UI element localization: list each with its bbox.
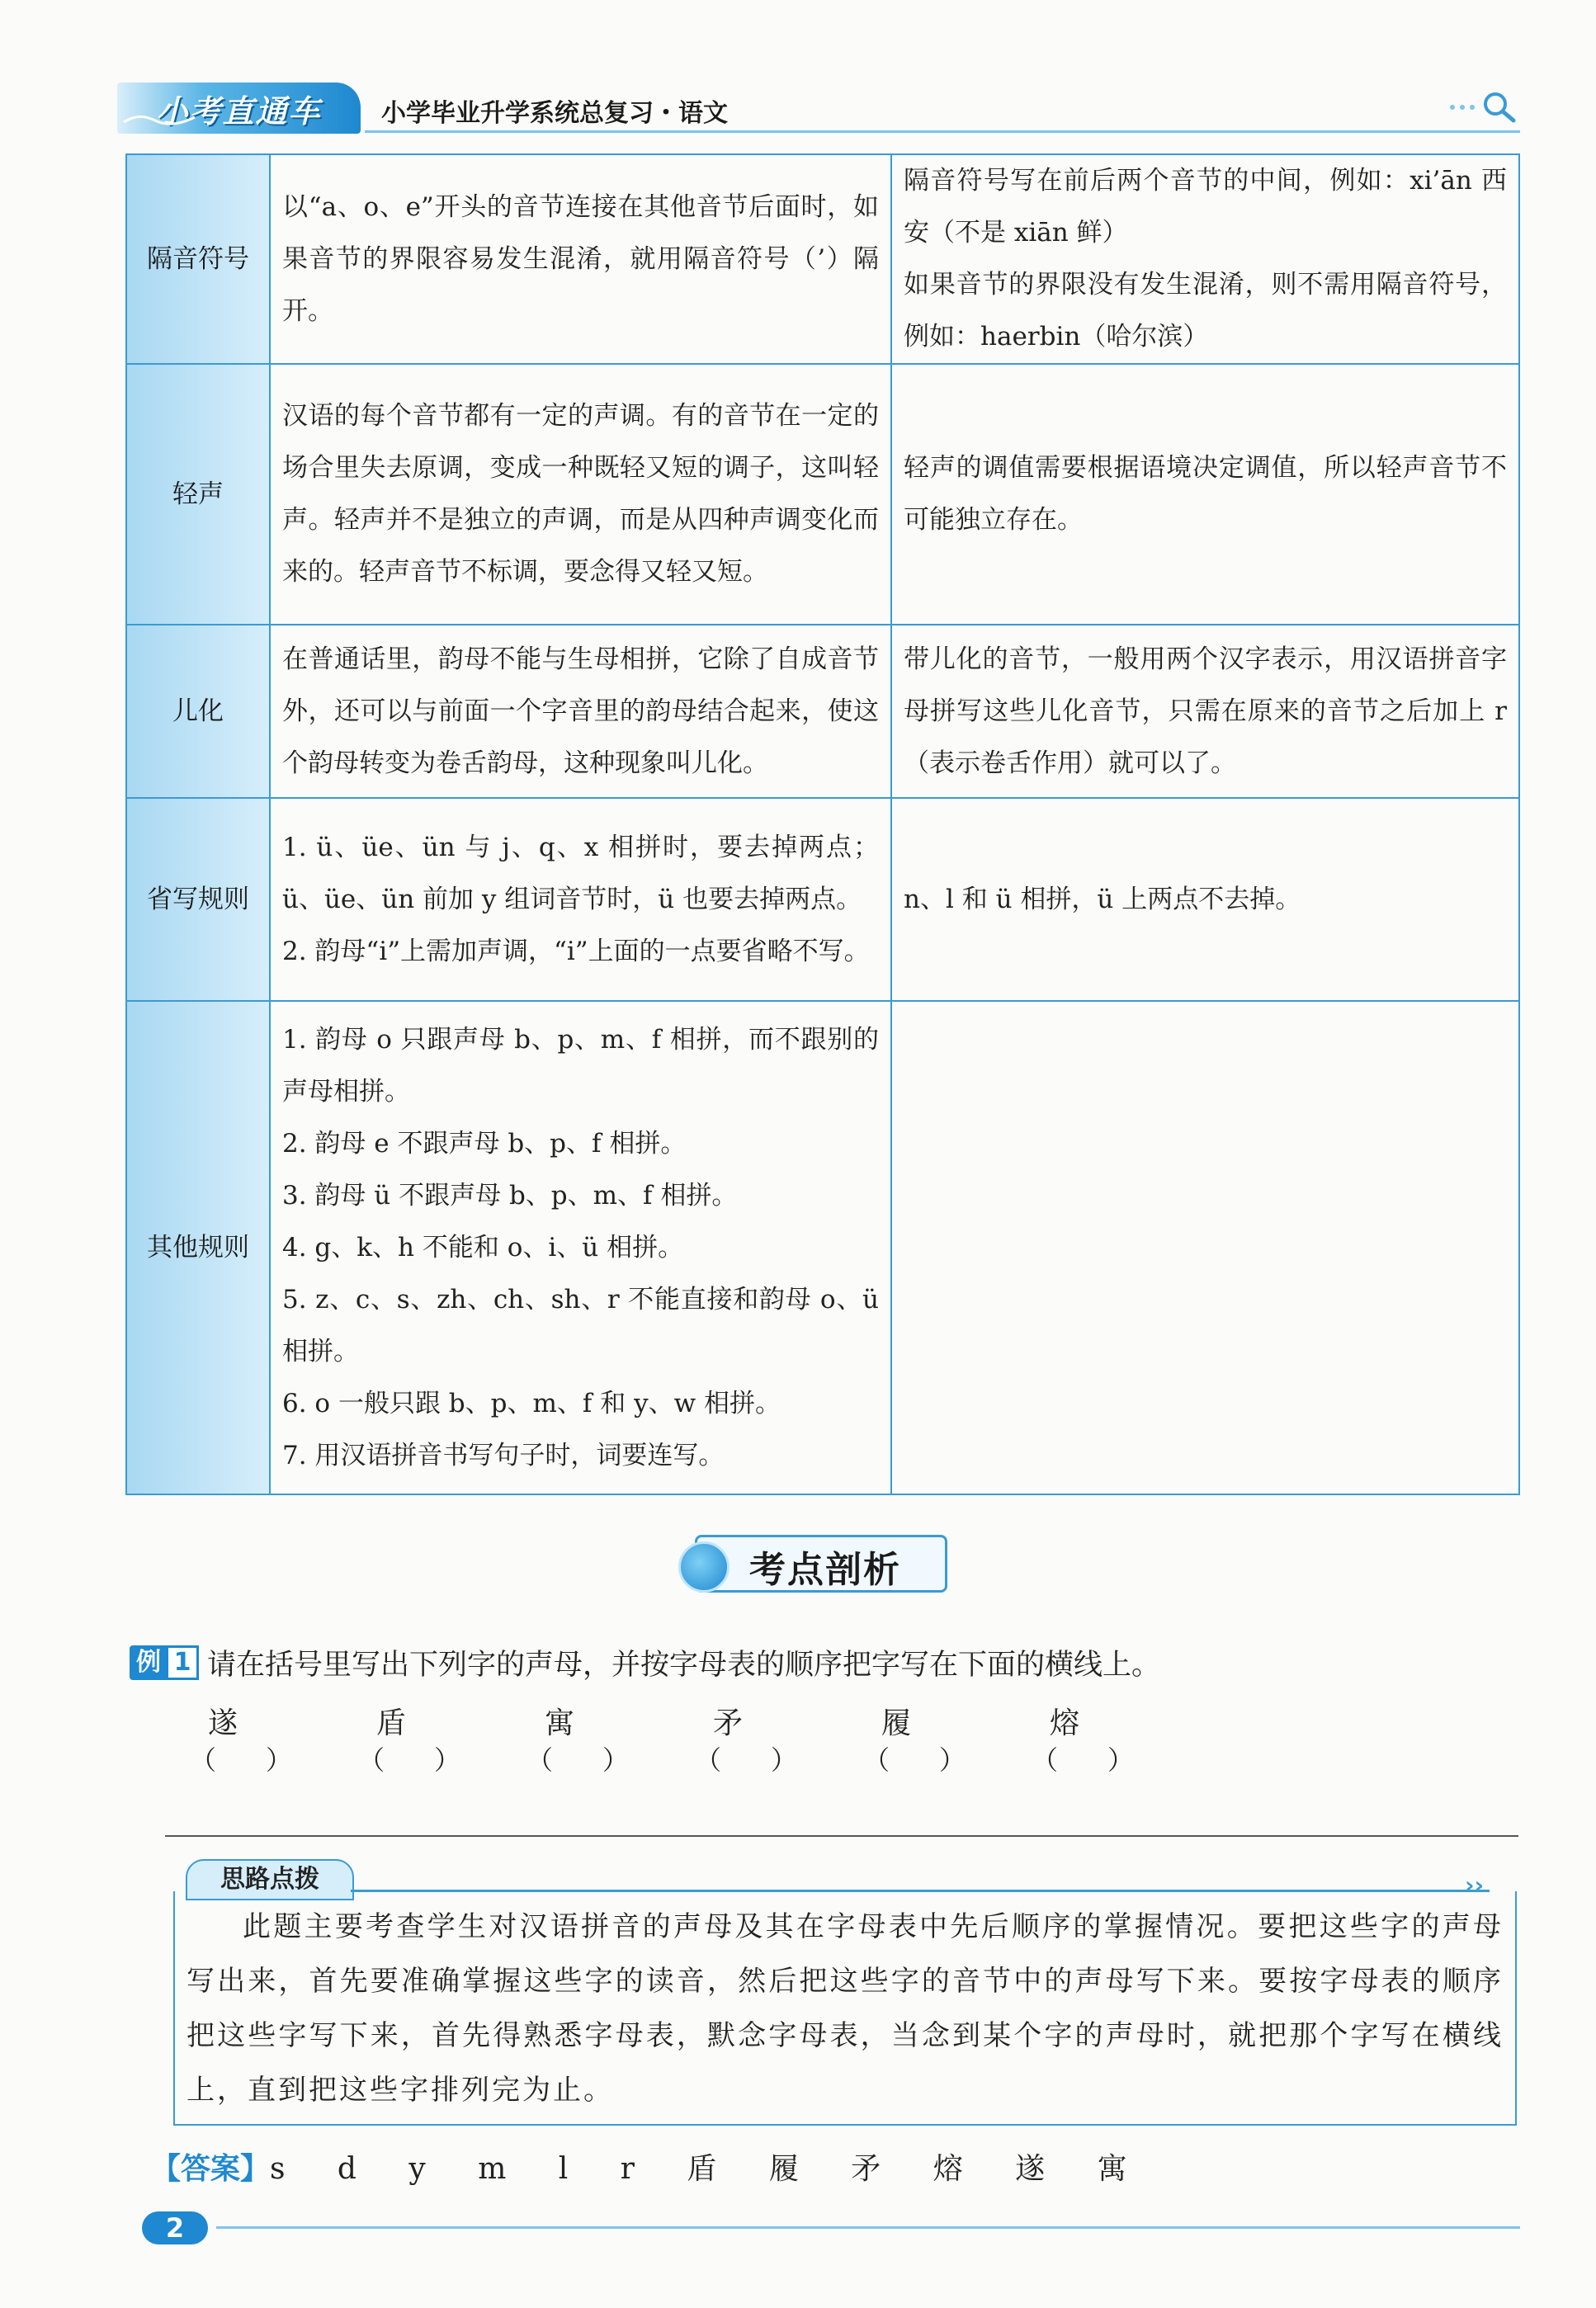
question-text: 请在括号里写出下列字的声母，并按字母表的顺序把字写在下面的横线上。 bbox=[207, 1649, 1161, 1682]
hint-box bbox=[173, 1891, 1517, 2126]
rule-text: 汉语的每个音节都有一定的声调。有的音节在一定的场合里失去原调，变成一种既轻又短的调子，这叫轻声。轻声并不是独立的声调，而是从四种声调变化而来的。轻声音节不标调，要念得又轻又短。 bbox=[282, 401, 879, 587]
answer-blank[interactable]: （） bbox=[358, 1744, 511, 1776]
character: 遂 bbox=[207, 1706, 238, 1740]
example-number: 1 bbox=[166, 1645, 199, 1680]
rule-notes bbox=[891, 1001, 1519, 1494]
header-divider bbox=[365, 130, 1520, 133]
char-blank bbox=[333, 1700, 511, 1777]
answer bbox=[151, 2145, 1149, 2188]
note-text: 如果音节的界限没有发生混淆，则不需用隔音符号，例如：haerbin（哈尔滨） bbox=[904, 270, 1507, 352]
rule-notes bbox=[891, 364, 1519, 625]
rule-description bbox=[270, 625, 891, 798]
char-blank bbox=[670, 1700, 848, 1777]
character-list bbox=[165, 1700, 1238, 1791]
search-icon bbox=[1446, 87, 1520, 124]
row-header: 其他规则 bbox=[126, 1001, 270, 1494]
section-title: 考点剖析 bbox=[749, 1549, 901, 1591]
hint-text: 此题主要考查学生对汉语拼音的声母及其在字母表中先后顺序的掌握情况。要把这些字的声母写出来，首先要准确掌握这些字的读音，然后把这些字的音节中的声母写下来。要按字母表的顺序把这些字写下来，首先得熟悉字母表，默念字母表，当念到某个字的声母时，就把那个字写在横线上，直到把这些字排列完为止。 bbox=[187, 1910, 1504, 2107]
rule-text: 1. ü、üe、ün 与 j、q、x 相拼时，要去掉两点；ü、üe、ün 前加 y 组词音节时，ü 也要去掉两点。 bbox=[282, 832, 879, 914]
char-blank bbox=[502, 1700, 679, 1777]
rule-text: 7. 用汉语拼音书写句子时，词要连写。 bbox=[282, 1440, 725, 1470]
rule-text: 在普通话里，韵母不能与生母相拼，它除了自成音节外，还可以与前面一个字音里的韵母结合起来，使这个韵母转变为卷舌韵母，这种现象叫儿化。 bbox=[282, 644, 879, 778]
note-text: 带儿化的音节，一般用两个汉字表示，用汉语拼音字母拼写这些儿化音节，只需在原来的音节之后加上 r（表示卷舌作用）就可以了。 bbox=[904, 644, 1507, 778]
page-number: 2 bbox=[142, 2211, 208, 2244]
table-row bbox=[126, 798, 1519, 1001]
row-header: 儿化 bbox=[126, 625, 270, 798]
character: 熔 bbox=[1049, 1706, 1079, 1740]
hint-label: 思路点拨 bbox=[186, 1859, 354, 1900]
table-row bbox=[126, 154, 1519, 364]
character: 矛 bbox=[712, 1706, 743, 1740]
rule-text: 3. 韵母 ü 不跟声母 b、p、m、f 相拼。 bbox=[282, 1180, 738, 1211]
answer-value: s d y m l r 盾 履 矛 熔 遂 寓 bbox=[270, 2152, 1149, 2186]
answer-label: 【答案】 bbox=[151, 2152, 271, 2186]
row-header: 省写规则 bbox=[126, 798, 270, 1001]
pencil-badge-icon bbox=[678, 1541, 730, 1593]
rule-text: 1. 韵母 o 只跟声母 b、p、m、f 相拼，而不跟别的声母相拼。 bbox=[282, 1024, 879, 1107]
note-text: 轻声的调值需要根据语境决定调值，所以轻声音节不可能独立存在。 bbox=[904, 453, 1507, 535]
rule-description bbox=[270, 798, 891, 1001]
row-header: 隔音符号 bbox=[126, 154, 270, 364]
page-header bbox=[117, 83, 1520, 140]
logo-text: 小考直通车 bbox=[156, 92, 322, 130]
book-title: 小学毕业升学系统总复习・语文 bbox=[381, 99, 728, 128]
rule-text: 5. z、c、s、zh、ch、sh、r 不能直接和韵母 o、ü 相拼。 bbox=[282, 1284, 879, 1366]
note-text: 隔音符号写在前后两个音节的中间，例如：xi’ān 西安（不是 xiān 鲜） bbox=[904, 166, 1507, 248]
double-chevron-icon: ›› bbox=[1465, 1871, 1485, 1899]
example-tag: 例 bbox=[130, 1645, 168, 1680]
rule-text: 以“a、o、e”开头的音节连接在其他音节后面时，如果音节的界限容易发生混淆，就用隔音符号（’）隔开。 bbox=[282, 191, 879, 326]
rule-text: 2. 韵母 e 不跟声母 b、p、f 相拼。 bbox=[282, 1128, 687, 1159]
answer-line[interactable] bbox=[165, 1835, 1518, 1837]
character: 盾 bbox=[375, 1706, 406, 1740]
answer-blank[interactable]: （） bbox=[1032, 1744, 1184, 1776]
brand-logo bbox=[117, 83, 361, 134]
char-blank bbox=[1007, 1700, 1184, 1777]
section-banner bbox=[678, 1528, 951, 1594]
pinyin-rules-table bbox=[125, 153, 1520, 1495]
answer-blank[interactable]: （） bbox=[863, 1744, 1016, 1776]
rule-notes bbox=[891, 625, 1519, 798]
answer-blank[interactable]: （） bbox=[526, 1744, 679, 1776]
table-row bbox=[126, 364, 1519, 625]
example-question bbox=[130, 1642, 1532, 1683]
character: 履 bbox=[881, 1706, 911, 1740]
answer-blank[interactable]: （） bbox=[190, 1744, 342, 1776]
rule-description bbox=[270, 364, 891, 625]
answer-blank[interactable]: （） bbox=[695, 1744, 848, 1776]
rule-text: 4. g、k、h 不能和 o、i、ü 相拼。 bbox=[282, 1232, 684, 1263]
row-header: 轻声 bbox=[126, 364, 270, 625]
rule-notes bbox=[891, 798, 1519, 1001]
table-row bbox=[126, 625, 1519, 798]
rule-description bbox=[270, 1001, 891, 1494]
footer-divider bbox=[216, 2226, 1520, 2229]
rule-notes bbox=[891, 154, 1519, 364]
char-blank bbox=[838, 1700, 1016, 1777]
rule-description bbox=[270, 154, 891, 364]
char-blank bbox=[165, 1700, 342, 1777]
character: 寓 bbox=[544, 1706, 574, 1740]
rule-text: 2. 韵母“i”上需加声调，“i”上面的一点要省略不写。 bbox=[282, 936, 870, 966]
table-row bbox=[126, 1001, 1519, 1494]
note-text: n、l 和 ü 相拼，ü 上两点不去掉。 bbox=[904, 884, 1301, 914]
wave-icon bbox=[122, 111, 196, 127]
rule-text: 6. o 一般只跟 b、p、m、f 和 y、w 相拼。 bbox=[282, 1388, 781, 1418]
